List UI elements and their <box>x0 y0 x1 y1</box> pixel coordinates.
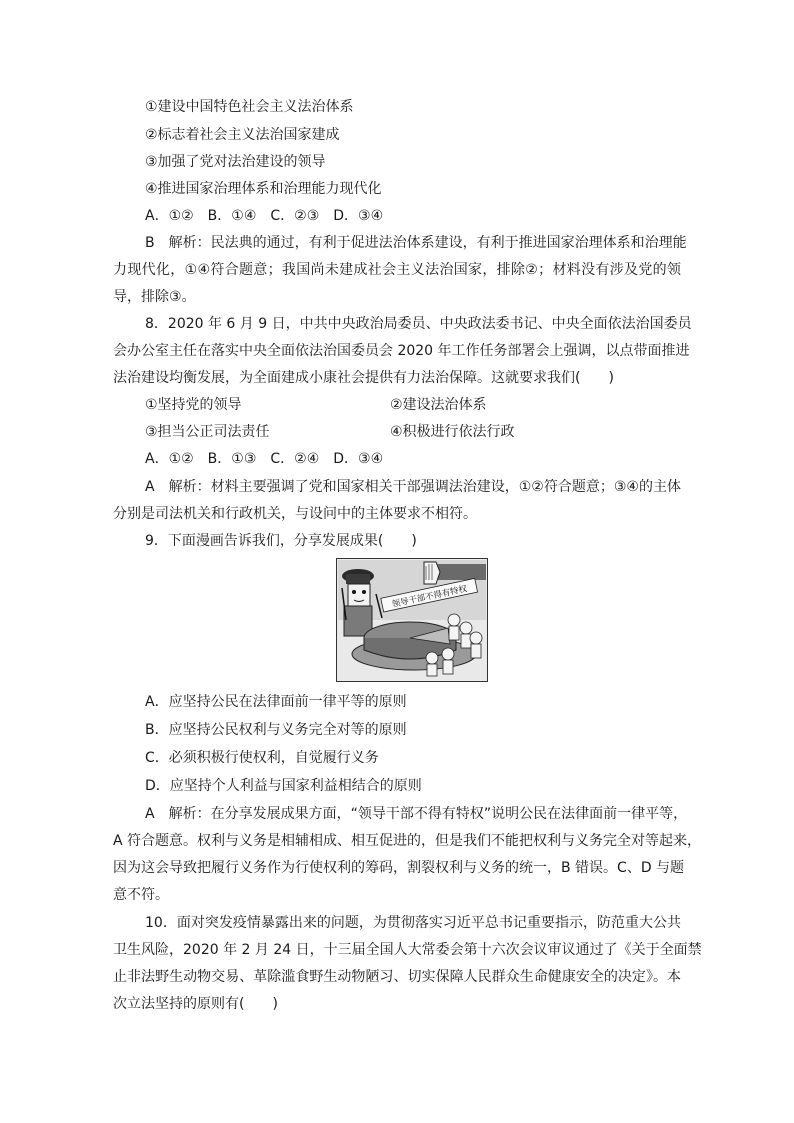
q9-analysis-line: A 符合题意。权利与义务是相辅相成、相互促进的，但是我们不能把权利与义务完全对等起来， <box>113 833 702 849</box>
q7-item-3: ③加强了党对法治建设的领导 <box>145 154 326 170</box>
q10-stem-line: 止非法野生动物交易、革除滥食野生动物陋习、切实保障人民群众生命健康安全的决定》。本 <box>113 969 681 985</box>
cartoon-sign-text: 领导干部不得有特权 <box>391 584 469 610</box>
q7-analysis-line: 导，排除③。 <box>113 289 196 305</box>
cartoon-image <box>336 558 488 682</box>
q7-item-2: ②标志着社会主义法治国家建成 <box>145 127 340 143</box>
q7-item-1: ①建设中国特色社会主义法治体系 <box>145 99 354 115</box>
q8-stem-line: 会办公室主任在落实中央全面依法治国委员会 2020 年工作任务部署会上强调，以点带面推进 <box>113 343 690 359</box>
q7-item-4: ④推进国家治理体系和治理能力现代化 <box>145 181 382 197</box>
q10-stem-line: 10．面对突发疫情暴露出来的问题，为贯彻落实习近平总书记重要指示，防范重大公共 <box>145 915 681 931</box>
q8-stem-line: 8．2020 年 6 月 9 日，中共中央政治局委员、中央政法委书记、中央全面依法治国委员 <box>145 316 692 332</box>
q9-stem: 9．下面漫画告诉我们，分享发展成果( ) <box>145 533 417 549</box>
q8-analysis-line: A 解析：材料主要强调了党和国家相关干部强调法治建设，①②符合题意；③④的主体 <box>145 479 681 495</box>
q9-option-d: D．应坚持个人利益与国家利益相结合的原则 <box>145 778 422 794</box>
q8-item-4: ④积极进行依法行政 <box>390 424 515 440</box>
q7-options: A．①② B．①④ C．②③ D．③④ <box>145 208 384 224</box>
q7-analysis-line: B 解析：民法典的通过，有利于促进法治体系建设，有利于推进国家治理体系和治理能 <box>145 235 687 251</box>
q8-item-3: ③担当公正司法责任 <box>145 424 270 440</box>
q9-analysis-line: A 解析：在分享发展成果方面，“领导干部不得有特权”说明公民在法律面前一律平等， <box>145 806 688 822</box>
q8-options: A．①② B．①③ C．②④ D．③④ <box>145 451 384 467</box>
q8-item-1: ①坚持党的领导 <box>145 397 242 413</box>
q9-analysis-line: 因为这会导致把履行义务作为行使权利的筹码，割裂权利与义务的统一，B 错误。C、D 与题 <box>113 860 685 876</box>
q9-option-c: C．必须积极行使权利，自觉履行义务 <box>145 750 379 766</box>
q10-stem-line: 次立法坚持的原则有( ) <box>113 996 278 1012</box>
q9-analysis-line: 意不符。 <box>113 887 169 903</box>
q10-stem-line: 卫生风险，2020 年 2 月 24 日，十三届全国人大常委会第十六次会议审议通过了《关于全面禁 <box>113 942 702 958</box>
q9-option-a: A．应坚持公民在法律面前一律平等的原则 <box>145 694 407 710</box>
q8-analysis-line: 分别是司法机关和行政机关，与设问中的主体要求不相符。 <box>113 506 477 522</box>
q7-analysis-line: 力现代化，①④符合题意；我国尚未建成社会主义法治国家，排除②；材料没有涉及党的领 <box>113 262 681 278</box>
q8-stem-line: 法治建设均衡发展，为全面建成小康社会提供有力法治保障。这就要求我们( ) <box>113 370 614 386</box>
q9-option-b: B．应坚持公民权利与义务完全对等的原则 <box>145 722 407 738</box>
q8-item-2: ②建设法治体系 <box>390 397 487 413</box>
